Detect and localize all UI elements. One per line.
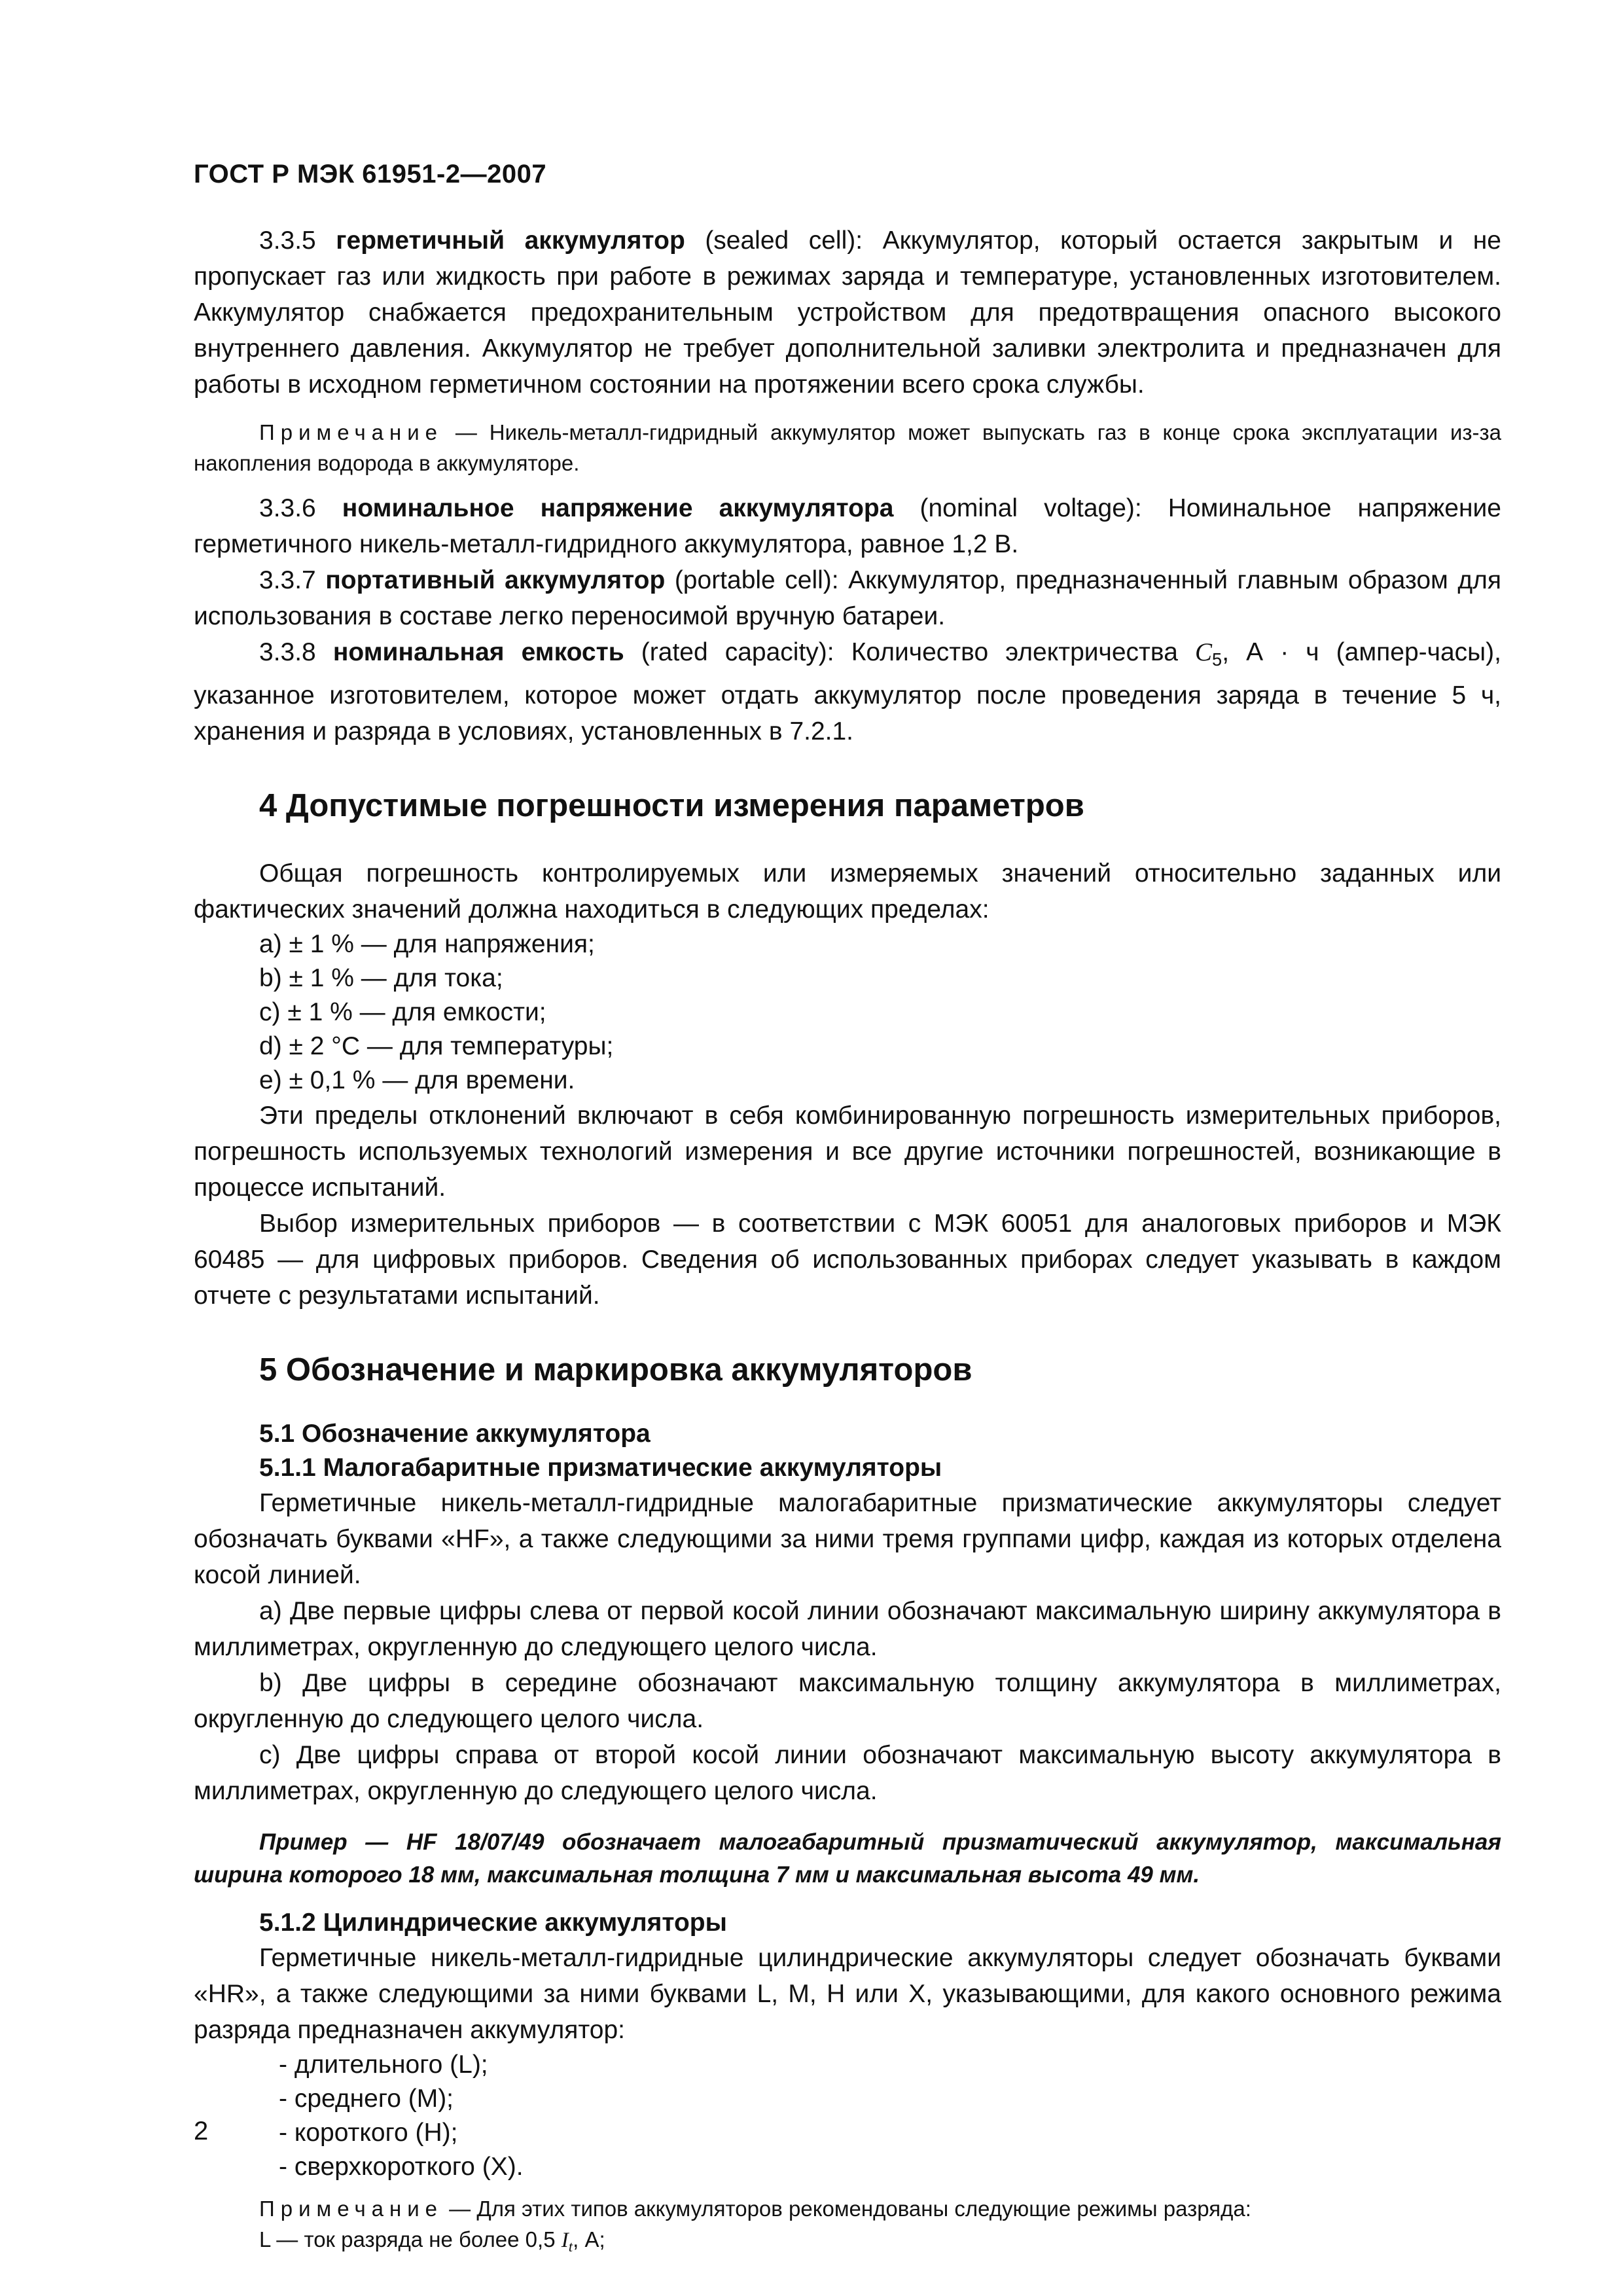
definition-3-3-8 [194,634,1501,749]
note-label: Примечание [259,420,444,444]
subsection-5-1-2-heading: 5.1.2 Цилиндрические аккумуляторы [259,1909,727,1937]
discharge-mode-list [194,2048,1501,2184]
definition-number: 3.3.7 [259,566,326,594]
section-5-paragraph: Герметичные никель-металл-гидридные малогабаритные призматические аккумуляторы следует обозначать буквами «HF», а также следующими за ними тремя группами цифр, каждая из которых отделена косой линией. [194,1489,1501,1590]
capacity-symbol-subscript: 5 [1212,649,1222,670]
note-mode-l [194,2224,1501,2262]
list-item: - среднего (M); [279,2085,454,2113]
note-label: Примечание [259,2197,444,2221]
example-paragraph: Пример — HF 18/07/49 обозначает малогабаритный призматический аккумулятор, максимальная ширина которого 18 мм, максимальная толщина 7 мм и максимальная высота 49 мм. [194,1829,1501,1888]
note-text: L — ток разряда не более 0,5 [259,2227,562,2252]
definition-text: (portable cell): Аккумулятор, предназначенный главным образом для использования в составе легко переносимой вручную батареи. [194,566,1501,630]
list-item: d) ± 2 °C — для температуры; [259,1032,614,1061]
note-3-3-5 [194,417,1501,478]
definition-number: 3.3.6 [259,494,342,522]
section-4-paragraph: Эти пределы отклонений включают в себя комбинированную погрешность измерительных приборов, погрешность используемых технологий измерения и все другие источники погрешностей, возникающие в процессе испытаний. [194,1102,1501,1202]
list-item: b) ± 1 % — для тока; [259,964,503,993]
definition-text: (nominal voltage): Номинальное напряжение герметичного никель-металл-гидридного аккумулятора, равное 1,2 В. [194,494,1501,558]
section-5-paragraph: b) Две цифры в середине обозначают максимальную толщину аккумулятора в миллиметрах, округленную до следующего целого числа. [194,1669,1501,1734]
definition-term: номинальная емкость [332,638,624,666]
list-item: a) ± 1 % — для напряжения; [259,930,595,959]
section-4-paragraph: Выбор измерительных приборов — в соответствии с МЭК 60051 для аналоговых приборов и МЭК 60485 — для цифровых приборов. Сведения об использованных приборах следует указывать в каждом отчете с результатами испытаний. [194,1210,1501,1310]
page-number: 2 [194,2117,209,2145]
list-item: - короткого (H); [279,2119,458,2147]
note-5-1-2 [194,2193,1501,2224]
tolerance-list [194,927,1501,1098]
definition-text: (sealed cell): Аккумулятор, который остается закрытым и не пропускает газ или жидкость при работе в режимах заряда и температуре, установленных изготовителем. Аккумулятор снабжается предохранительным устройством для предотвращения опасного высокого внутреннего давления. Аккумулятор не требует дополнительной заливки электролита и предназначен для работы в исходном герметичном состоянии на протяжении всего срока службы. [194,226,1501,399]
definition-term: герметичный аккумулятор [336,226,685,255]
section-5-heading: 5 Обозначение и маркировка аккумуляторов [259,1352,972,1388]
list-item: - сверхкороткого (X). [279,2153,524,2181]
note-text: — Никель-металл-гидридный аккумулятор может выпускать газ в конце срока эксплуатации из-за накопления водорода в аккумуляторе. [194,420,1501,475]
list-item: e) ± 0,1 % — для времени. [259,1066,575,1095]
page-content [194,223,1501,2262]
note-text-continued: , А; [573,2227,605,2252]
list-item: - длительного (L); [279,2051,488,2079]
section-4-intro: Общая погрешность контролируемых или измеряемых значений относительно заданных или фактических значений должна находиться в следующих пределах: [194,859,1501,924]
section-5-paragraph: c) Две цифры справа от второй косой линии обозначают максимальную высоту аккумулятора в миллиметрах, округленную до следующего целого числа. [194,1741,1501,1806]
definition-3-3-6 [194,490,1501,562]
definition-number: 3.3.5 [259,226,336,255]
definition-3-3-7 [194,562,1501,634]
subsection-5-1-1-heading: 5.1.1 Малогабаритные призматические аккумуляторы [259,1454,942,1482]
note-text: — Для этих типов аккумуляторов рекомендованы следующие режимы разряда: [443,2197,1251,2221]
capacity-symbol: C [1194,638,1212,666]
definition-number: 3.3.8 [259,638,333,666]
subsection-5-1-heading: 5.1 Обозначение аккумулятора [259,1420,651,1448]
current-symbol-subscript: t [568,2238,573,2255]
definition-term: номинальное напряжение аккумулятора [342,494,894,522]
definition-text-continued: , А · ч (ампер-часы), указанное изготовителем, которое может отдать аккумулятор после проведения заряда в течение 5 ч, хранения и разряда в условиях, установленных в 7.2.1. [194,638,1501,746]
section-5-paragraph: Герметичные никель-металл-гидридные цилиндрические аккумуляторы следует обозначать буквами «HR», а также следующими за ними буквами L, M, H или X, указывающими, для какого основного режима разряда предназначен аккумулятор: [194,1944,1501,2045]
definition-3-3-5 [194,223,1501,403]
definition-text: (rated capacity): Количество электричества [624,638,1195,666]
current-symbol: I [561,2229,569,2253]
section-5-paragraph: a) Две первые цифры слева от первой косой линии обозначают максимальную ширину аккумулятора в миллиметрах, округленную до следующего целого числа. [194,1597,1501,1662]
document-header: ГОСТ Р МЭК 61951-2—2007 [194,160,547,188]
section-4-heading: 4 Допустимые погрешности измерения параметров [259,788,1084,824]
definition-term: портативный аккумулятор [325,566,666,594]
list-item: c) ± 1 % — для емкости; [259,998,546,1027]
